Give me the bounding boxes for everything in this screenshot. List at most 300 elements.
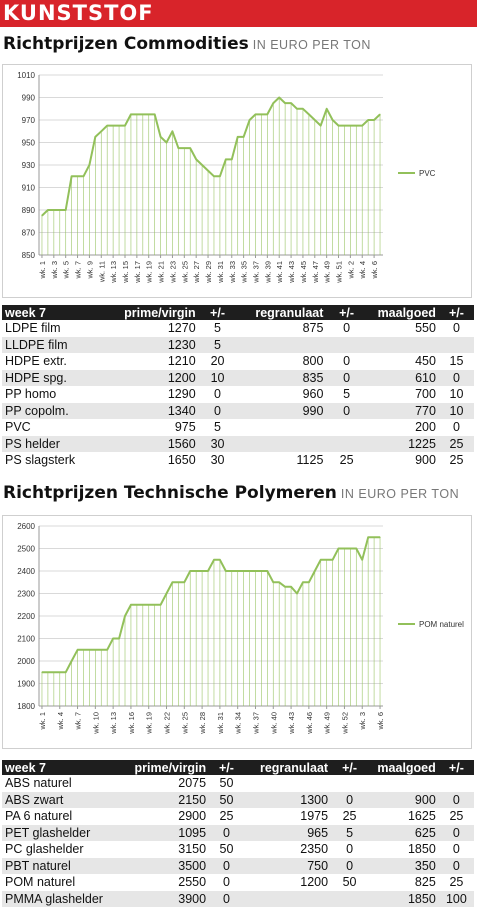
title-text: Richtprijzen Technische Polymeren [3, 483, 337, 503]
price-cell: 1210 [90, 353, 199, 370]
price-cell: 25 [326, 452, 366, 469]
data-point [332, 559, 333, 560]
data-point [213, 559, 214, 560]
data-point [190, 570, 191, 571]
table-row [2, 874, 474, 891]
price-cell [326, 337, 366, 354]
data-point [207, 570, 208, 571]
x-tick-label: wk. 6 [370, 261, 379, 280]
data-point [118, 638, 119, 639]
data-point [142, 604, 143, 605]
data-point [302, 582, 303, 583]
x-tick-label: wk. 16 [127, 712, 136, 735]
data-point [261, 570, 262, 571]
data-point [184, 582, 185, 583]
table-row [2, 320, 474, 337]
column-header: regranulaat [236, 305, 326, 320]
price-cell: 0 [209, 874, 244, 891]
data-point [47, 672, 48, 673]
price-cell: 0 [326, 320, 366, 337]
data-point [178, 148, 179, 149]
y-tick-label: 1010 [17, 71, 35, 80]
x-tick-label: wk. 4 [358, 261, 367, 280]
pom-chart-svg [3, 516, 471, 748]
data-point [249, 119, 250, 120]
price-cell [236, 436, 326, 453]
data-point [190, 148, 191, 149]
price-cell: 10 [439, 403, 474, 420]
column-header: maalgoed [367, 305, 439, 320]
data-point [107, 125, 108, 126]
table-row [2, 775, 474, 792]
x-tick-label: wk. 51 [335, 261, 344, 284]
price-cell: 25 [439, 436, 474, 453]
y-tick-label: 1900 [17, 680, 35, 689]
price-cell: 0 [439, 320, 474, 337]
price-cell: 25 [331, 808, 368, 825]
data-point [172, 131, 173, 132]
data-point [207, 170, 208, 171]
price-cell: 350 [368, 858, 439, 875]
material-name: LLDPE film [2, 337, 90, 354]
price-cell: 5 [199, 337, 237, 354]
price-cell: 30 [199, 436, 237, 453]
data-point [160, 604, 161, 605]
price-cell: 770 [367, 403, 439, 420]
price-cell: 10 [439, 386, 474, 403]
material-name: PP copolm. [2, 403, 90, 420]
data-point [118, 125, 119, 126]
title-unit: IN EURO PER TON [341, 487, 459, 501]
column-header: +/- [331, 760, 368, 775]
x-tick-label: wk. 5 [62, 261, 71, 280]
x-tick-label: wk. 22 [163, 712, 172, 735]
data-point [296, 108, 297, 109]
y-tick-label: 2100 [17, 635, 35, 644]
data-point [302, 108, 303, 109]
data-point [356, 125, 357, 126]
data-point [338, 125, 339, 126]
x-tick-label: wk. 13 [109, 712, 118, 735]
column-header: prime/virgin [90, 305, 199, 320]
data-point [279, 582, 280, 583]
material-name: ABS zwart [2, 792, 106, 809]
y-tick-label: 890 [22, 206, 36, 215]
data-point [113, 125, 114, 126]
material-name: PC glashelder [2, 841, 106, 858]
data-point [124, 125, 125, 126]
x-tick-label: wk. 37 [251, 261, 260, 284]
price-cell: 1200 [244, 874, 331, 891]
x-tick-label: wk. 7 [74, 261, 83, 280]
price-cell: 0 [331, 841, 368, 858]
price-cell: 1230 [90, 337, 199, 354]
data-point [136, 604, 137, 605]
data-point [95, 136, 96, 137]
x-tick-label: wk. 28 [198, 712, 207, 735]
x-tick-label: wk. 2 [346, 261, 355, 280]
data-point [273, 582, 274, 583]
price-cell: 800 [236, 353, 326, 370]
data-point [166, 142, 167, 143]
table-row [2, 337, 474, 354]
material-name: PVC [2, 419, 90, 436]
price-cell: 25 [439, 874, 474, 891]
column-header: +/- [209, 760, 244, 775]
material-name: PS slagsterk [2, 452, 90, 469]
price-cell: 965 [244, 825, 331, 842]
series-line [42, 98, 380, 216]
data-point [219, 559, 220, 560]
x-tick-label: wk. 40 [269, 712, 278, 735]
data-point [71, 176, 72, 177]
price-cell: 1650 [90, 452, 199, 469]
material-name: PBT naturel [2, 858, 106, 875]
data-point [243, 136, 244, 137]
pvc-chart-svg [3, 65, 471, 297]
price-cell: 0 [439, 841, 474, 858]
x-tick-label: wk. 34 [234, 712, 243, 735]
data-point [89, 164, 90, 165]
price-cell: 25 [439, 452, 474, 469]
price-cell: 2350 [244, 841, 331, 858]
x-tick-label: wk. 37 [251, 712, 260, 735]
y-tick-label: 2600 [17, 522, 35, 531]
x-tick-label: wk. 10 [91, 712, 100, 735]
price-cell: 1125 [236, 452, 326, 469]
data-point [83, 649, 84, 650]
data-point [379, 114, 380, 115]
x-tick-label: wk. 35 [240, 261, 249, 284]
x-tick-label: wk. 41 [275, 261, 284, 284]
data-point [279, 97, 280, 98]
price-cell: 20 [199, 353, 237, 370]
column-header: week 7 [2, 305, 90, 320]
section-title-technical [3, 483, 459, 503]
price-cell: 5 [326, 386, 366, 403]
x-tick-label: wk. 6 [376, 712, 385, 731]
material-name: PET glashelder [2, 825, 106, 842]
data-point [202, 164, 203, 165]
data-point [237, 570, 238, 571]
data-point [249, 570, 250, 571]
series-line [42, 537, 380, 672]
column-header: +/- [439, 760, 474, 775]
data-point [379, 537, 380, 538]
legend-label: POM naturel [419, 620, 464, 629]
data-point [338, 548, 339, 549]
x-tick-label: wk. 49 [323, 261, 332, 284]
price-cell [439, 775, 474, 792]
data-point [326, 559, 327, 560]
data-point [142, 114, 143, 115]
price-cell: 1225 [367, 436, 439, 453]
price-cell: 0 [209, 858, 244, 875]
data-point [59, 209, 60, 210]
column-header: +/- [326, 305, 366, 320]
data-point [41, 215, 42, 216]
table-header-row [2, 760, 474, 775]
column-header: regranulaat [244, 760, 331, 775]
data-point [344, 548, 345, 549]
data-point [219, 176, 220, 177]
data-point [314, 119, 315, 120]
data-point [59, 672, 60, 673]
x-tick-label: wk. 45 [299, 261, 308, 284]
x-tick-label: wk. 15 [121, 261, 130, 284]
price-cell: 0 [331, 792, 368, 809]
price-cell: 0 [439, 419, 474, 436]
data-point [213, 176, 214, 177]
price-cell [367, 337, 439, 354]
y-tick-label: 850 [22, 251, 36, 260]
x-tick-label: wk. 19 [145, 261, 154, 284]
price-cell: 15 [439, 353, 474, 370]
data-point [89, 649, 90, 650]
y-tick-label: 910 [22, 184, 36, 193]
price-cell: 25 [209, 808, 244, 825]
data-point [107, 649, 108, 650]
column-header: week 7 [2, 760, 106, 775]
x-tick-label: wk. 4 [56, 712, 65, 731]
data-point [148, 604, 149, 605]
price-cell: 750 [244, 858, 331, 875]
table-row [2, 419, 474, 436]
data-point [53, 209, 54, 210]
technical-polymers-price-table [2, 760, 474, 907]
price-cell: 0 [209, 825, 244, 842]
data-point [101, 131, 102, 132]
data-point [261, 114, 262, 115]
data-point [71, 660, 72, 661]
price-cell: 50 [209, 775, 244, 792]
column-header: prime/virgin [106, 760, 209, 775]
x-tick-label: wk. 25 [180, 261, 189, 284]
material-name: LDPE film [2, 320, 90, 337]
table-header-row [2, 305, 474, 320]
y-tick-label: 2500 [17, 545, 35, 554]
x-tick-label: wk. 27 [192, 261, 201, 284]
x-tick-label: wk. 25 [180, 712, 189, 735]
x-tick-label: wk. 43 [287, 712, 296, 735]
column-header: +/- [439, 305, 474, 320]
y-tick-label: 2300 [17, 590, 35, 599]
data-point [231, 570, 232, 571]
price-cell: 2900 [106, 808, 209, 825]
data-point [296, 593, 297, 594]
material-name: PP homo [2, 386, 90, 403]
price-cell: 0 [326, 353, 366, 370]
price-cell: 0 [199, 386, 237, 403]
data-point [136, 114, 137, 115]
data-point [148, 114, 149, 115]
data-point [154, 604, 155, 605]
y-tick-label: 1800 [17, 702, 35, 711]
x-tick-label: wk. 29 [204, 261, 213, 284]
y-tick-label: 2000 [17, 657, 35, 666]
x-tick-label: wk. 47 [311, 261, 320, 284]
price-cell: 100 [439, 891, 474, 907]
data-point [41, 672, 42, 673]
data-point [267, 570, 268, 571]
x-tick-label: wk. 21 [157, 261, 166, 284]
title-text: Richtprijzen Commodities [3, 34, 249, 54]
x-tick-label: wk. 52 [340, 712, 349, 735]
data-point [130, 114, 131, 115]
data-point [47, 209, 48, 210]
price-cell: 0 [439, 370, 474, 387]
data-point [255, 570, 256, 571]
price-cell: 700 [367, 386, 439, 403]
data-point [368, 537, 369, 538]
price-cell: 0 [326, 370, 366, 387]
data-point [290, 586, 291, 587]
x-tick-label: wk. 43 [287, 261, 296, 284]
pom-price-chart [2, 515, 472, 749]
price-cell: 1095 [106, 825, 209, 842]
price-cell: 990 [236, 403, 326, 420]
data-point [273, 103, 274, 104]
data-point [202, 570, 203, 571]
data-point [308, 582, 309, 583]
data-point [344, 125, 345, 126]
data-point [124, 615, 125, 616]
price-cell: 610 [367, 370, 439, 387]
table-row [2, 808, 474, 825]
data-point [53, 672, 54, 673]
data-point [362, 125, 363, 126]
price-cell [331, 775, 368, 792]
y-tick-label: 930 [22, 161, 36, 170]
price-cell: 200 [367, 419, 439, 436]
table-row [2, 403, 474, 420]
table-row [2, 858, 474, 875]
data-point [154, 114, 155, 115]
data-point [83, 176, 84, 177]
price-cell: 50 [209, 841, 244, 858]
price-cell: 450 [367, 353, 439, 370]
price-cell [368, 775, 439, 792]
data-point [225, 570, 226, 571]
data-point [356, 548, 357, 549]
x-tick-label: wk. 1 [38, 261, 47, 280]
data-point [308, 114, 309, 115]
price-cell [236, 419, 326, 436]
material-name: PA 6 naturel [2, 808, 106, 825]
price-cell: 900 [368, 792, 439, 809]
data-point [172, 582, 173, 583]
price-cell: 3900 [106, 891, 209, 907]
table-row [2, 436, 474, 453]
data-point [160, 136, 161, 137]
data-point [350, 548, 351, 549]
section-title-commodities [3, 34, 371, 54]
price-cell [236, 337, 326, 354]
data-point [65, 672, 66, 673]
price-cell: 1975 [244, 808, 331, 825]
data-point [225, 159, 226, 160]
data-point [290, 103, 291, 104]
table-row [2, 386, 474, 403]
price-cell: 3500 [106, 858, 209, 875]
table-row [2, 370, 474, 387]
data-point [314, 570, 315, 571]
price-cell: 1625 [368, 808, 439, 825]
material-name: ABS naturel [2, 775, 106, 792]
table-row [2, 891, 474, 907]
y-tick-label: 2400 [17, 567, 35, 576]
price-cell: 5 [199, 419, 237, 436]
price-cell: 0 [326, 403, 366, 420]
price-cell: 960 [236, 386, 326, 403]
table-row [2, 353, 474, 370]
price-cell: 1290 [90, 386, 199, 403]
price-cell [244, 891, 331, 907]
price-cell: 0 [439, 858, 474, 875]
x-tick-label: wk. 9 [85, 261, 94, 280]
price-cell: 2075 [106, 775, 209, 792]
data-point [320, 125, 321, 126]
price-cell: 550 [367, 320, 439, 337]
y-tick-label: 870 [22, 229, 36, 238]
price-cell: 50 [331, 874, 368, 891]
price-cell: 900 [367, 452, 439, 469]
data-point [255, 114, 256, 115]
price-cell: 30 [199, 452, 237, 469]
price-cell: 10 [199, 370, 237, 387]
price-cell [326, 419, 366, 436]
pvc-price-chart [2, 64, 472, 298]
material-name: PMMA glashelder [2, 891, 106, 907]
legend-label: PVC [419, 169, 436, 178]
data-point [166, 593, 167, 594]
price-cell: 0 [209, 891, 244, 907]
data-point [130, 604, 131, 605]
price-cell: 975 [90, 419, 199, 436]
data-point [231, 159, 232, 160]
x-tick-label: wk. 19 [145, 712, 154, 735]
data-point [267, 114, 268, 115]
material-name: POM naturel [2, 874, 106, 891]
x-tick-label: wk. 23 [168, 261, 177, 284]
data-point [196, 159, 197, 160]
x-tick-label: wk. 46 [305, 712, 314, 735]
price-cell: 825 [368, 874, 439, 891]
column-header: maalgoed [368, 760, 439, 775]
banner-label: KUNSTSTOF [3, 1, 154, 25]
price-cell: 50 [209, 792, 244, 809]
commodities-price-table [2, 305, 474, 469]
data-point [374, 119, 375, 120]
price-cell: 1850 [368, 841, 439, 858]
x-tick-label: wk. 3 [50, 261, 59, 280]
y-tick-label: 990 [22, 94, 36, 103]
table-row [2, 825, 474, 842]
data-point [368, 119, 369, 120]
price-cell: 1560 [90, 436, 199, 453]
price-cell: 2550 [106, 874, 209, 891]
data-point [184, 148, 185, 149]
data-point [113, 638, 114, 639]
data-point [350, 125, 351, 126]
x-tick-label: wk. 31 [216, 712, 225, 735]
data-point [320, 559, 321, 560]
data-point [178, 582, 179, 583]
price-cell [326, 436, 366, 453]
data-point [196, 570, 197, 571]
price-cell [439, 337, 474, 354]
title-unit: IN EURO PER TON [253, 38, 371, 52]
